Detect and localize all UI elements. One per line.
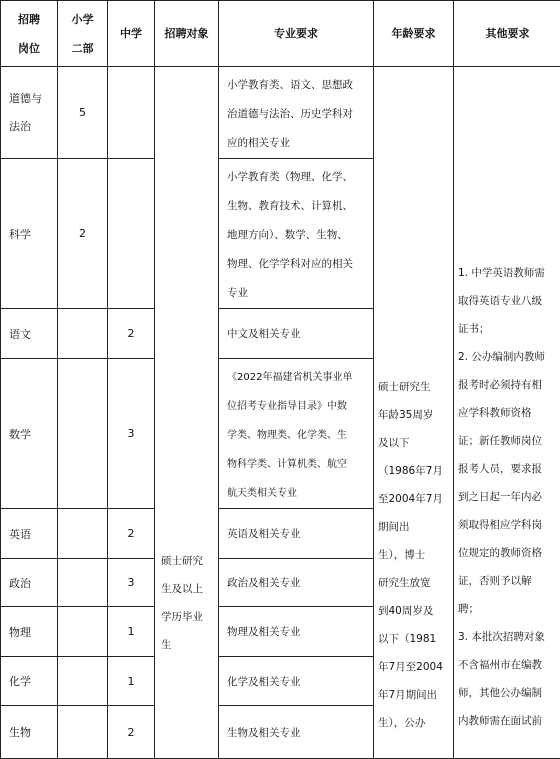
position-cell: 物理 <box>1 607 58 657</box>
primary-count-cell <box>58 309 108 359</box>
major-cell: 政治及相关专业 <box>219 559 374 607</box>
header-major: 专业要求 <box>219 1 374 67</box>
middle-count-cell: 3 <box>108 559 155 607</box>
major-cell: 英语及相关专业 <box>219 509 374 559</box>
primary-count-cell <box>58 607 108 657</box>
middle-count-cell: 2 <box>108 309 155 359</box>
primary-count-cell <box>58 559 108 607</box>
major-cell: 《2022年福建省机关事业单 位招考专业指导目录》中数 学类、物理类、化学类、生 物科学类、计算机类、航空 航天类相关专业 <box>219 359 374 509</box>
major-cell: 小学教育类、语文、思想政 治道德与法治、历史学科对 应的相关专业 <box>219 67 374 159</box>
age-cell <box>374 67 454 759</box>
header-middle: 中学 <box>108 1 155 67</box>
position-cell: 语文 <box>1 309 58 359</box>
middle-count-cell: 2 <box>108 509 155 559</box>
primary-count-cell <box>58 509 108 559</box>
middle-count-cell <box>108 159 155 309</box>
primary-count-cell <box>58 657 108 706</box>
middle-count-cell <box>108 67 155 159</box>
major-cell: 化学及相关专业 <box>219 657 374 706</box>
header-other: 其他要求 <box>454 1 560 67</box>
table-row <box>1 67 560 159</box>
primary-count-cell <box>58 359 108 509</box>
header-row <box>1 1 560 67</box>
position-cell: 道德与 法治 <box>1 67 58 159</box>
position-cell: 科学 <box>1 159 58 309</box>
primary-count-cell <box>58 706 108 759</box>
major-cell: 中文及相关专业 <box>219 309 374 359</box>
primary-count-cell: 2 <box>58 159 108 309</box>
header-target: 招聘对象 <box>155 1 219 67</box>
major-cell: 小学教育类（物理、化学、 生物、教育技术、计算机、 地理方向）、数学、生物、 物理、化学学科对应的相关 专业 <box>219 159 374 309</box>
position-cell: 英语 <box>1 509 58 559</box>
middle-count-cell: 1 <box>108 657 155 706</box>
position-cell: 数学 <box>1 359 58 509</box>
target-cell <box>155 67 219 759</box>
header-position: 招聘 岗位 <box>1 1 58 67</box>
middle-count-cell: 1 <box>108 607 155 657</box>
header-age: 年龄要求 <box>374 1 454 67</box>
target-text: 硕士研究 生及以上 学历毕业 生 <box>155 67 218 659</box>
position-cell: 政治 <box>1 559 58 607</box>
position-cell: 生物 <box>1 706 58 759</box>
middle-count-cell: 2 <box>108 706 155 759</box>
middle-count-cell: 3 <box>108 359 155 509</box>
major-cell: 生物及相关专业 <box>219 706 374 759</box>
position-cell: 化学 <box>1 657 58 706</box>
age-text: 硕士研究生 年龄35周岁 及以下 （1986年7月 至2004年7月 期间出 生），博士 研究生放宽 到40周岁及 以下（1981 年7月至2004 年7月期间出 生），公办 <box>374 67 453 737</box>
primary-count-cell: 5 <box>58 67 108 159</box>
major-cell: 物理及相关专业 <box>219 607 374 657</box>
header-primary: 小学 二部 <box>58 1 108 67</box>
other-text: 1. 中学英语教师需 取得英语专业八级 证书； 2. 公办编制内教师 报考时必须持有相 应学科教师资格 证；新任教师岗位 报考人员，要求报 到之日起一年内必 须取得相应学科岗 位规定的教师资格 证，否则予以解 聘； 3. 本批次招聘对象 不含福州市在编教 师，其他公办编制 内教师需在面试前 <box>454 67 560 735</box>
other-cell <box>454 67 560 759</box>
